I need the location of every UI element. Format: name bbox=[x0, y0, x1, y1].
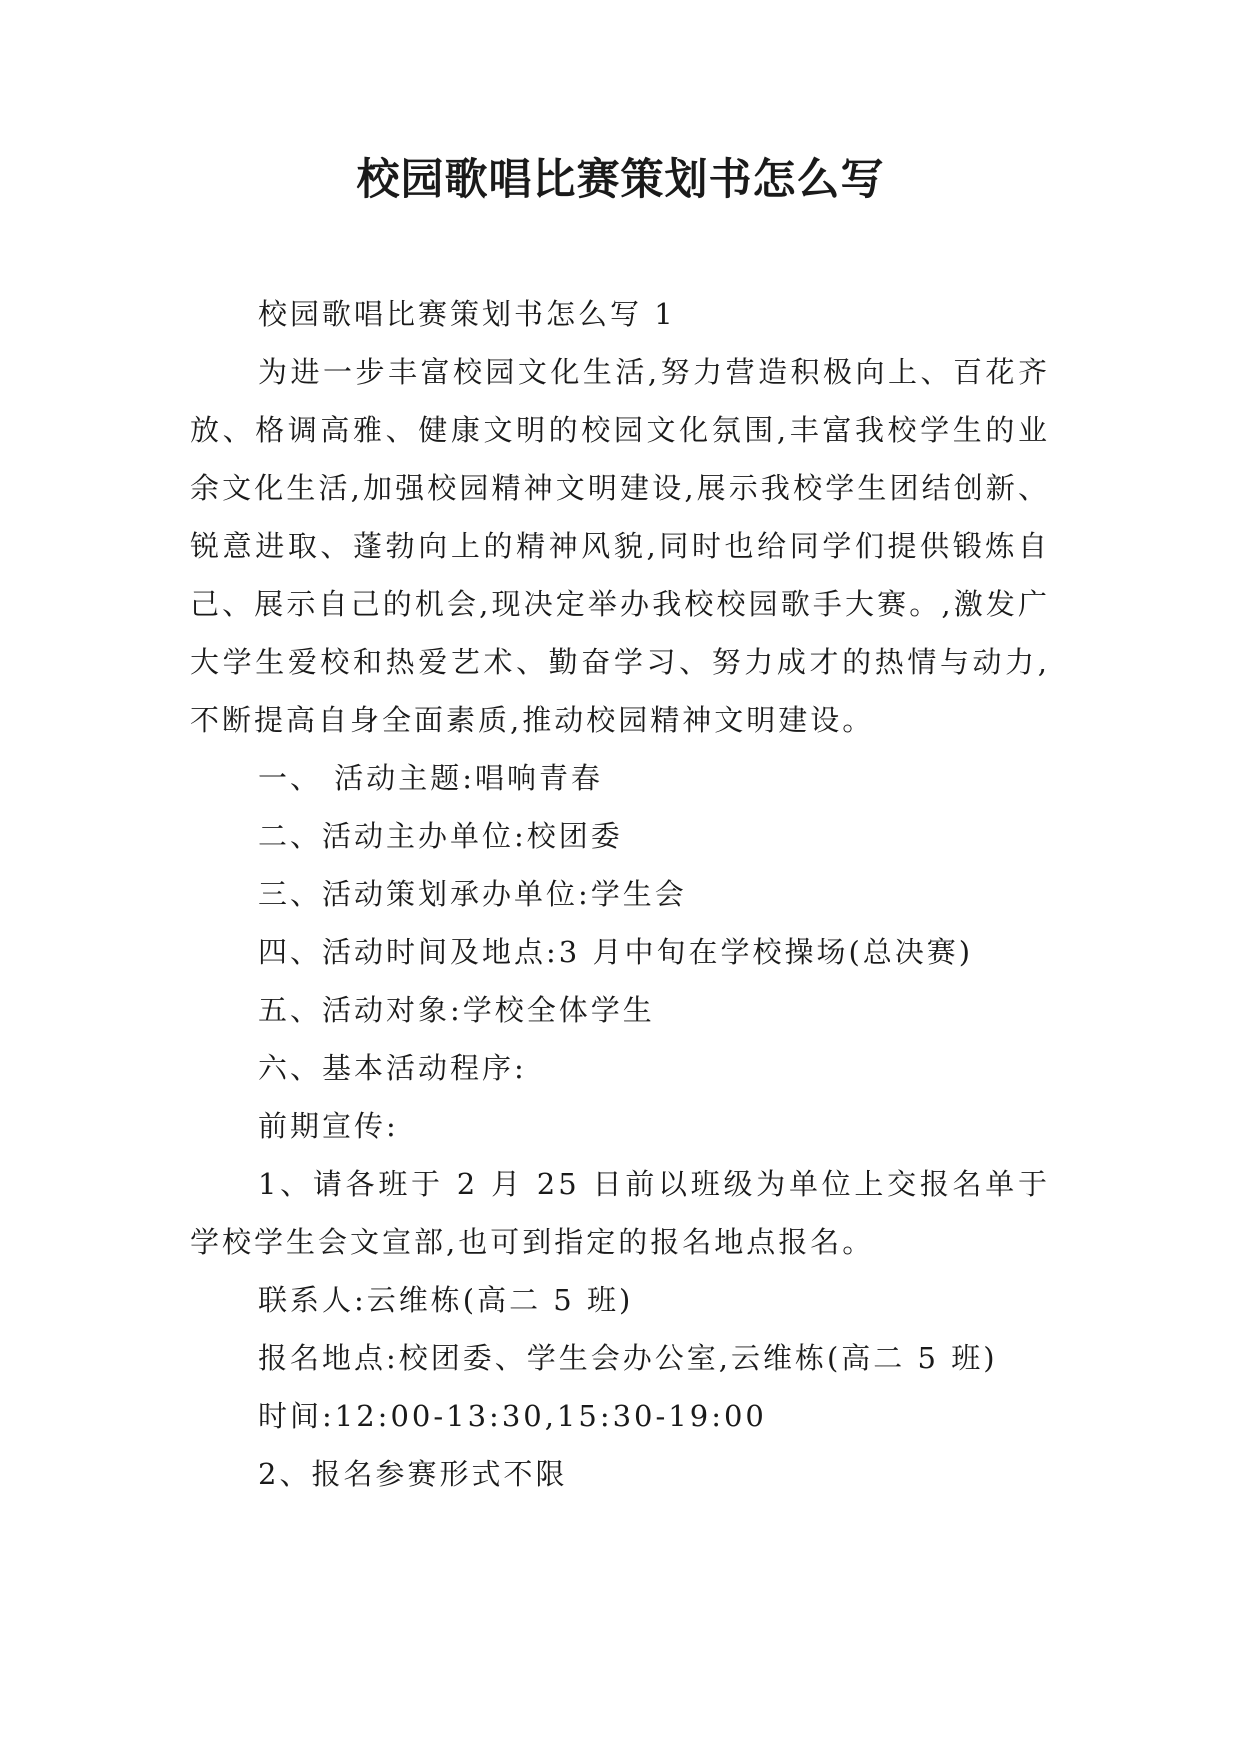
item-time-place: 四、活动时间及地点:3 月中旬在学校操场(总决赛) bbox=[258, 935, 974, 969]
registration-time: 时间:12:00-13:30,15:30-19:00 bbox=[258, 1399, 767, 1433]
item-co-organizer: 三、活动策划承办单位:学生会 bbox=[258, 877, 687, 911]
item-procedure: 六、基本活动程序: bbox=[258, 1051, 527, 1085]
intro-paragraph: 为进一步丰富校园文化生活,努力营造积极向上、百花齐放、格调高雅、健康文明的校园文化氛围,丰富我校学生的业余文化生活,加强校园精神文明建设,展示我校学生团结创新、锐意进取、蓬勃向上的精神风貌,同时也给同学们提供锻炼自己、展示自己的机会,现决定举办我校校园歌手大赛。,激发广大学生爱校和热爱艺术、勤奋学习、努力成才的热情与动力,不断提高自身全面素质,推动校园精神文明建设。 bbox=[190, 355, 1050, 737]
item-theme: 一、 活动主题:唱响青春 bbox=[258, 761, 603, 795]
subheading-publicity: 前期宣传: bbox=[258, 1109, 399, 1143]
contact-person: 联系人:云维栋(高二 5 班) bbox=[258, 1283, 634, 1317]
section-heading: 校园歌唱比赛策划书怎么写 1 bbox=[258, 297, 676, 331]
step-registration: 1、请各班于 2 月 25 日前以班级为单位上交报名单于学校学生会文宣部,也可到指定的报名地点报名。 bbox=[190, 1167, 1050, 1259]
page-title: 校园歌唱比赛策划书怎么写 bbox=[356, 155, 885, 205]
step-format: 2、报名参赛形式不限 bbox=[258, 1457, 568, 1491]
item-organizer: 二、活动主办单位:校团委 bbox=[258, 819, 623, 853]
document-body bbox=[190, 285, 1050, 1503]
item-participants: 五、活动对象:学校全体学生 bbox=[258, 993, 655, 1027]
registration-location: 报名地点:校团委、学生会办公室,云维栋(高二 5 班) bbox=[258, 1341, 998, 1375]
